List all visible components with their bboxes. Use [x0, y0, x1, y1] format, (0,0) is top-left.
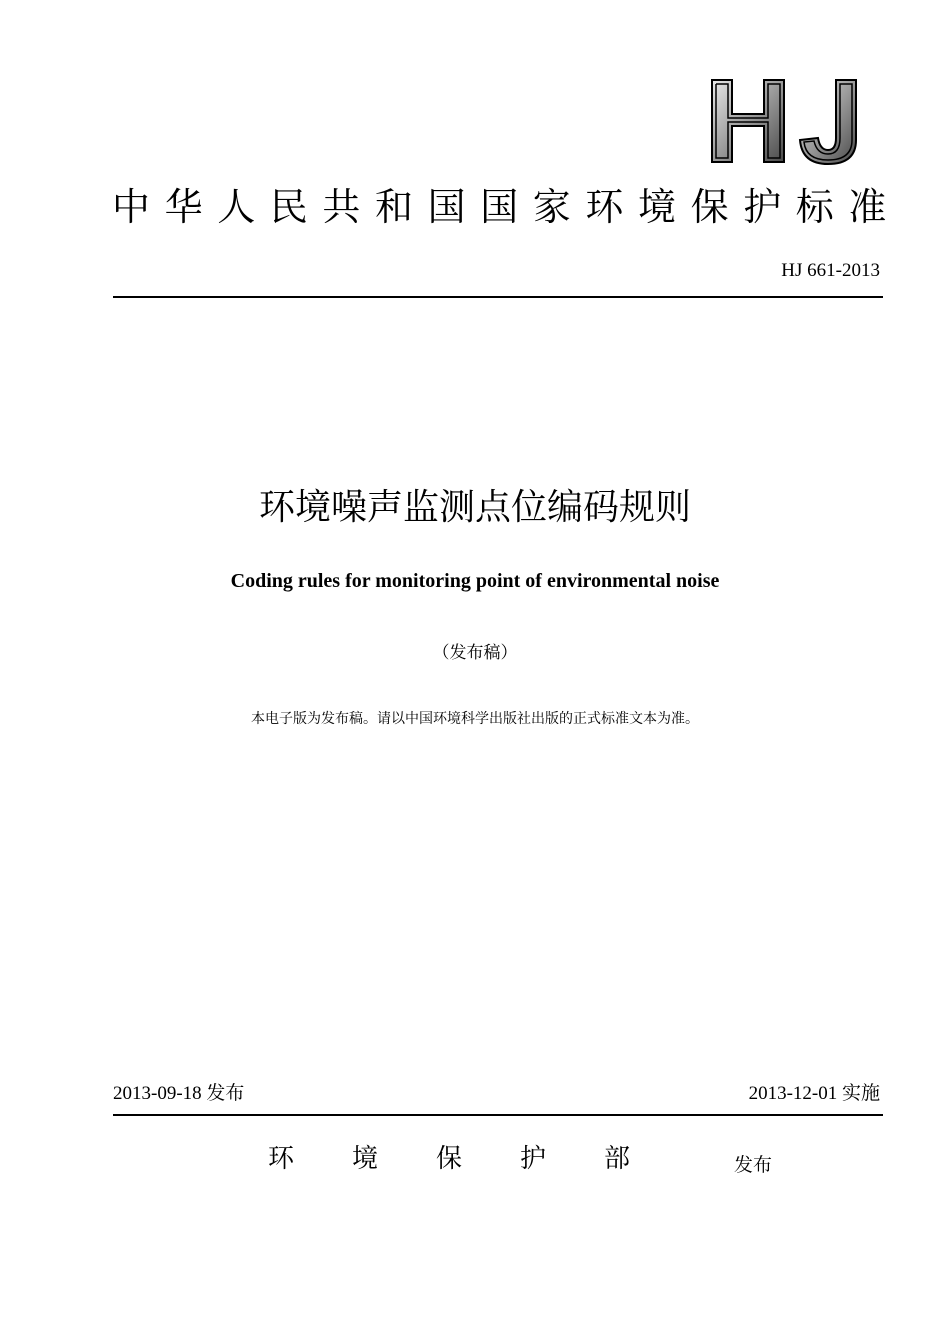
title-english: Coding rules for monitoring point of environmental noise [230, 570, 720, 592]
issuing-authority: 环境保护部 [268, 1144, 689, 1174]
header-divider [113, 296, 883, 298]
edition-note: 本电子版为发布稿。请以中国环境科学出版社出版的正式标准文本为准。 [251, 711, 699, 727]
implementation-date: 2013-12-01 实施 [748, 1083, 880, 1104]
publish-date: 2013-09-18 发布 [113, 1083, 245, 1104]
title-chinese: 环境噪声监测点位编码规则 [258, 487, 691, 528]
footer-divider [113, 1114, 883, 1116]
org-name: 中华人民共和国国家环境保护标准 [112, 185, 902, 229]
hj-logo [706, 76, 866, 168]
standard-number: HJ 661-2013 [781, 260, 880, 281]
draft-label: （发布稿） [432, 643, 518, 663]
issuing-action: 发布 [734, 1154, 773, 1176]
